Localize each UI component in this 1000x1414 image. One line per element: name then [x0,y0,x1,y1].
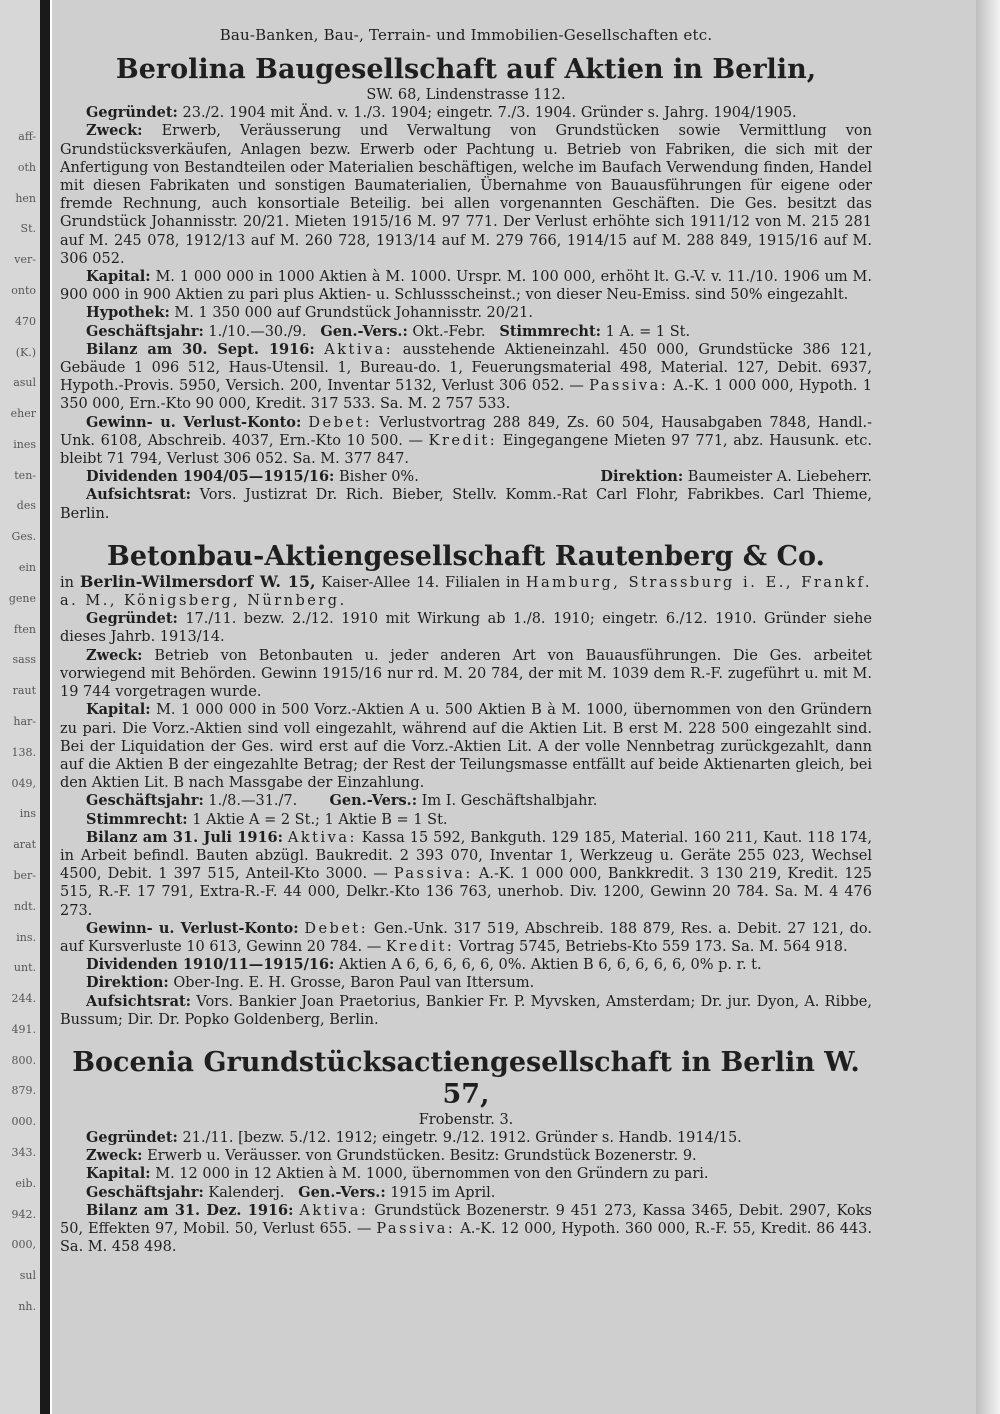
mortgage-paragraph [60,304,872,322]
voting-right-label: Stimmrecht: [86,810,188,828]
book-spine-shadow [40,0,50,1414]
balance-label: Bilanz am 30. Sept. 1916: [86,340,315,358]
balance-paragraph [60,341,872,414]
margin-fragment: 470 [15,315,36,328]
purpose-label: Zweck: [86,122,143,140]
purpose-paragraph [60,1147,872,1165]
balance-paragraph [60,1202,872,1257]
margin-fragment: eib. [15,1177,36,1190]
founded-label: Gegründet: [86,1128,178,1146]
credit-text: Vortrag 5745, Betriebs-Kto 559 173. Sa. M. 564 918. [454,938,848,955]
assets-word: Aktiva: [324,341,394,358]
general-meeting-label: Gen.-Vers.: [329,792,418,810]
margin-fragment: des [16,499,36,512]
capital-label: Kapital: [86,701,151,719]
capital-paragraph [60,268,872,304]
assets-word: Aktiva: [299,1202,369,1219]
company-entry-berolina [60,54,872,523]
margin-fragment: ften [13,623,36,636]
dividends-text: Aktien A 6, 6, 6, 6, 6, 0%. Aktien B 6, 6, 6, 6, 6, 0% p. r. t. [334,957,762,974]
margin-fragment: 800. [11,1054,36,1067]
founded-text: 17./11. bezw. 2./12. 1910 mit Wirkung ab 1./8. 1910; eingetr. 6./12. 1910. Gründer siehe dieses Jahrb. 1913/14. [60,611,872,646]
margin-fragment: ines [13,438,36,451]
fiscal-year-text: 1./10.—30./9. [203,323,307,340]
purpose-text: Erwerb u. Veräusser. von Grundstücken. Besitz: Grundstück Bozenerstr. 9. [142,1148,697,1165]
running-header: Bau-Banken, Bau-, Terrain- und Immobilien-Gesellschaften etc. [219,26,713,44]
dividends-paragraph [60,468,872,486]
margin-fragment: 000. [11,1115,36,1128]
management-label: Direktion: [86,974,169,992]
founded-label: Gegründet: [86,610,178,628]
margin-fragment: har- [13,715,36,728]
margin-fragment: 343. [11,1146,36,1159]
margin-fragment: ten- [14,469,36,482]
margin-fragment: 879. [11,1084,36,1097]
general-meeting-text: Okt.-Febr. [407,323,486,340]
margin-fragment: 491. [11,1023,36,1036]
in-word: in [60,574,80,591]
fiscal-year-paragraph [60,323,872,341]
margin-fragment: 138. [11,746,36,759]
margin-fragment: 244. [11,992,36,1005]
purpose-paragraph [60,647,872,702]
management-text: Ober-Ing. E. H. Grosse, Baron Paul van Ittersum. [168,975,535,992]
liabilities-word: Passiva: [376,1220,456,1237]
supervisory-board-paragraph [60,993,872,1029]
balance-assets-text: ausstehende Aktieneinzahl. 450 000, Grundstücke 386 121, Gebäude 1 096 512, Haus-Utensil. 1, Bureau-do. 1, Feuerungsmaterial 498, Material. 127, Debit. 6937, Hypoth.-Provis. 5950, Versich. 200, Inventar 5132, Verlust 306 052. — [60,341,873,395]
voting-right-text: 1 A. = 1 St. [601,323,691,340]
margin-fragment: eher [10,407,36,420]
purpose-text: Betrieb von Betonbauten u. jeder anderen Art von Bauausführungen. Die Ges. arbeitet vorwiegend mit Behörden. Gewinn 1915/16 nur rd. M. 20 784, der mit M. 1039 dem R.-F. zugeführt u. mit M. 19 744 vorgetragen wurde. [60,647,872,701]
management-text: Baumeister A. Liebeherr. [683,469,872,486]
capital-paragraph [60,1165,872,1183]
capital-label: Kapital: [86,1165,151,1183]
company-title: Betonbau-Aktiengesellschaft Rautenberg & Co. [107,540,825,572]
page-right-edge [976,0,1000,1414]
city-label: Berlin-Wilmersdorf W. 15, [79,571,316,591]
balance-liabilities-text: A.-K. 1 000 000, Bankkredit. 3 130 219, Kredit. 125 515, R.-F. 17 791, Extra-R.-F. 44 000, Delkr.-Kto 136 763, unerhob. Div. 1200, Gewinn 20 784. Sa. M. 4 476 273. [60,866,872,919]
balance-liabilities-text: A.-K. 12 000, Hypoth. 360 000, R.-F. 55, Kredit. 86 443. Sa. M. 458 498. [60,1220,873,1256]
company-entry-betonbau [60,541,872,1029]
general-meeting-text: 1915 im April. [385,1184,496,1201]
fiscal-year-text: Kalenderj. [203,1184,285,1201]
previous-page-edge [0,0,40,1414]
credit-word: Kredit: [428,432,498,449]
founded-paragraph [60,104,872,122]
company-address: SW. 68, Lindenstrasse 112. [366,87,566,104]
capital-text: M. 1 000 000 in 1000 Aktien à M. 1000. Urspr. M. 100 000, erhöht lt. G.-V. v. 11./10. 1906 um M. 900 000 in 900 Aktien zu pari plus Aktien- u. Schlussscheinst.; von dieser Neu-Emiss. sind 50% eingezahlt. [60,269,872,304]
mortgage-label: Hypothek: [86,304,170,322]
management-label: Direktion: [600,468,684,486]
founded-text: 23./2. 1904 mit Änd. v. 1./3. 1904; eingetr. 7./3. 1904. Gründer s. Jahrg. 1904/1905. [177,105,797,122]
general-meeting-text: Im I. Geschäftshalbjahr. [417,793,598,810]
fiscal-year-label: Geschäftsjahr: [86,792,204,810]
margin-fragment: 049, [11,777,36,790]
fiscal-year-paragraph [60,792,872,810]
voting-right-text: 1 Aktie A = 2 St.; 1 Aktie B = 1 St. [187,811,448,828]
founded-paragraph [60,1129,872,1147]
page-content [60,26,872,1256]
margin-fragment: ndt. [13,900,36,913]
margin-fragment: asul [13,376,36,389]
margin-fragment: onto [11,284,36,297]
general-meeting-label: Gen.-Vers.: [298,1183,386,1201]
credit-word: Kredit: [385,938,455,955]
company-address: Frobenstr. 3. [418,1111,514,1128]
debit-text: Gen.-Unk. 317 519, Abschreib. 188 879, Res. a. Debit. 27 121, do. auf Kursverluste 10 613, Gewinn 20 784. — [60,920,873,955]
margin-fragment: 000, [11,1238,36,1251]
margin-fragment: 942. [11,1208,36,1221]
founded-label: Gegründet: [86,104,178,122]
fiscal-year-paragraph [60,1184,872,1202]
debit-text: Verlustvortrag 288 849, Zs. 60 504, Hausabgaben 7848, Handl.-Unk. 6108, Abschreib. 4037, Ern.-Kto 10 500. — [60,414,873,449]
general-meeting-label: Gen.-Vers.: [320,322,408,340]
fiscal-year-label: Geschäftsjahr: [86,322,204,340]
supervisory-board-text: Vors. Bankier Joan Praetorius, Bankier Fr. P. Myvsken, Amsterdam; Dr. jur. Dyon, A. Ribbe, Bussum; Dir. Dr. Popko Goldenberg, Berlin. [60,993,872,1028]
address-text: Kaiser-Allee 14. Filialen in [315,574,526,591]
liabilities-word: Passiva: [589,378,669,395]
dividends-text: Bisher 0%. [334,469,419,486]
margin-fragment: St. [20,222,36,235]
supervisory-board-paragraph [60,486,872,522]
voting-right-paragraph [60,811,872,829]
margin-fragment: sul [19,1269,36,1282]
debit-word: Debet: [308,414,373,431]
capital-text: M. 12 000 in 12 Aktien à M. 1000, übernommen von den Gründern zu pari. [150,1166,709,1183]
balance-assets-text: Kassa 15 592, Bankguth. 129 185, Material. 160 211, Kaut. 118 174, in Arbeit befindl. Bauten abzügl. Baukredit. 2 393 070, Inventar 1, Werkzeug u. Geräte 255 023, Wechsel 4500, Debit. 1 397 515, Anteil-Kto 3000. — [60,829,873,883]
profit-loss-label: Gewinn- u. Verlust-Konto: [86,413,302,431]
supervisory-board-text: Vors. Justizrat Dr. Rich. Bieber, Stellv. Komm.-Rat Carl Flohr, Fabrikbes. Carl Thieme, Berlin. [60,487,872,522]
liabilities-word: Passiva: [393,866,473,883]
margin-fragment: sass [12,653,36,666]
margin-fragment: ber- [13,869,36,882]
margin-fragment: unt. [13,961,36,974]
margin-fragment: arat [13,838,36,851]
balance-label: Bilanz am 31. Juli 1916: [86,828,283,846]
purpose-label: Zweck: [86,1147,143,1165]
profit-loss-label: Gewinn- u. Verlust-Konto: [86,919,299,937]
balance-liabilities-text: A.-K. 1 000 000, Hypoth. 1 350 000, Ern.-Kto 90 000, Kredit. 317 533. Sa. M. 2 757 533. [60,378,872,413]
fiscal-year-label: Geschäftsjahr: [86,1183,204,1201]
capital-text: M. 1 000 000 in 500 Vorz.-Aktien A u. 500 Aktien B à M. 1000, übernommen von den Gründern zu pari. Die Vorz.-Aktien sind voll eingezahlt, während auf die Aktien Lit. B erst M. 228 500 eingezahlt sind. Bei der Liquidation der Ges. wird erst auf die Vorz.-Aktien Lit. A der volle Nennbetrag zurückgezahlt, dann auf die Aktien B der eingezahlte Betrag; der Rest der Teilungsmasse entfällt auf beide Aktienarten gleich, bei den Aktien Lit. B nach Massgabe der Einzahlung. [60,702,872,792]
margin-fragment: ins. [16,931,36,944]
voting-right-label: Stimmrecht: [499,322,602,340]
branches-text: Hamburg, Strassburg i. E., Frankf. a. M., Königsberg, Nürnberg. [60,574,872,610]
founded-paragraph [60,610,872,646]
profit-loss-paragraph [60,414,872,469]
company-entry-bocenia [60,1047,872,1256]
margin-fragment: gene [8,592,36,605]
balance-assets-text: Grundstück Bozenerstr. 9 451 273, Kassa 3465, Debit. 2907, Koks 50, Effekten 97, Mobil. 50, Verlust 655. — [60,1202,872,1237]
purpose-paragraph [60,122,872,268]
margin-fragment: ein [18,561,36,574]
debit-word: Debet: [304,920,369,937]
dividends-label: Dividenden 1910/11—1915/16: [86,956,335,974]
margin-fragment: raut [12,684,36,697]
document-page [52,0,976,1414]
supervisory-board-label: Aufsichtsrat: [86,992,192,1010]
margin-fragment: (K.) [15,346,36,359]
supervisory-board-label: Aufsichtsrat: [86,486,192,504]
credit-text: Eingegangene Mieten 97 771, abz. Hausunk. etc. bleibt 71 794, Verlust 306 052. Sa. M. 377 847. [60,432,872,468]
capital-label: Kapital: [86,268,151,286]
company-title: Bocenia Grundstücksactiengesellschaft in Berlin W. 57, [72,1046,860,1110]
margin-fragment: nh. [18,1300,36,1313]
company-address [60,573,872,610]
balance-label: Bilanz am 31. Dez. 1916: [86,1201,294,1219]
company-title: Berolina Baugesellschaft auf Aktien in Berlin, [115,54,817,86]
margin-fragment: Ges. [11,530,36,543]
margin-fragment: ver- [14,253,36,266]
purpose-text: Erwerb, Veräusserung und Verwaltung von Grundstücken sowie Vermittlung von Grundstücksverkäufen, Anlagen bezw. Erwerb oder Pachtung u. Betrieb von Fabriken, die sich mit der Anfertigung von Bestandteilen oder Materialien beschäftigen, welche im Baufach Verwendung finden, Handel mit diesen Fabrikaten und sonstigen Baumaterialien, Übernahme von Bauausführungen für eigene oder fremde Rechnung, auch konsortiale Beteilig. bei allen vorgenannten Geschäften. Die Ges. besitzt das Grundstück Johannisstr. 20/21. Mieten 1915/16 M. 97 771. Der Verlust erhöhte sich 1911/12 von M. 215 281 auf M. 245 078, 1912/13 auf M. 260 728, 1913/14 auf M. 279 766, 1914/15 auf M. 288 849, 1915/16 auf M. 306 052. [60,123,872,267]
founded-text: 21./11. [bezw. 5./12. 1912; eingetr. 9./12. 1912. Gründer s. Handb. 1914/15. [177,1129,742,1146]
dividends-label: Dividenden 1904/05—1915/16: [86,468,335,486]
capital-paragraph [60,701,872,792]
margin-fragment: aff- [18,130,36,143]
margin-fragment: ins [19,807,36,820]
mortgage-text: M. 1 350 000 auf Grundstück Johannisstr. 20/21. [169,305,533,322]
purpose-label: Zweck: [86,646,143,664]
profit-loss-paragraph [60,920,872,956]
management-paragraph [60,974,872,992]
dividends-paragraph [60,956,872,974]
fiscal-year-text: 1./8.—31./7. [203,793,298,810]
margin-fragment: hen [15,192,36,205]
margin-fragment: oth [17,161,36,174]
assets-word: Aktiva: [287,829,357,846]
balance-paragraph [60,829,872,920]
